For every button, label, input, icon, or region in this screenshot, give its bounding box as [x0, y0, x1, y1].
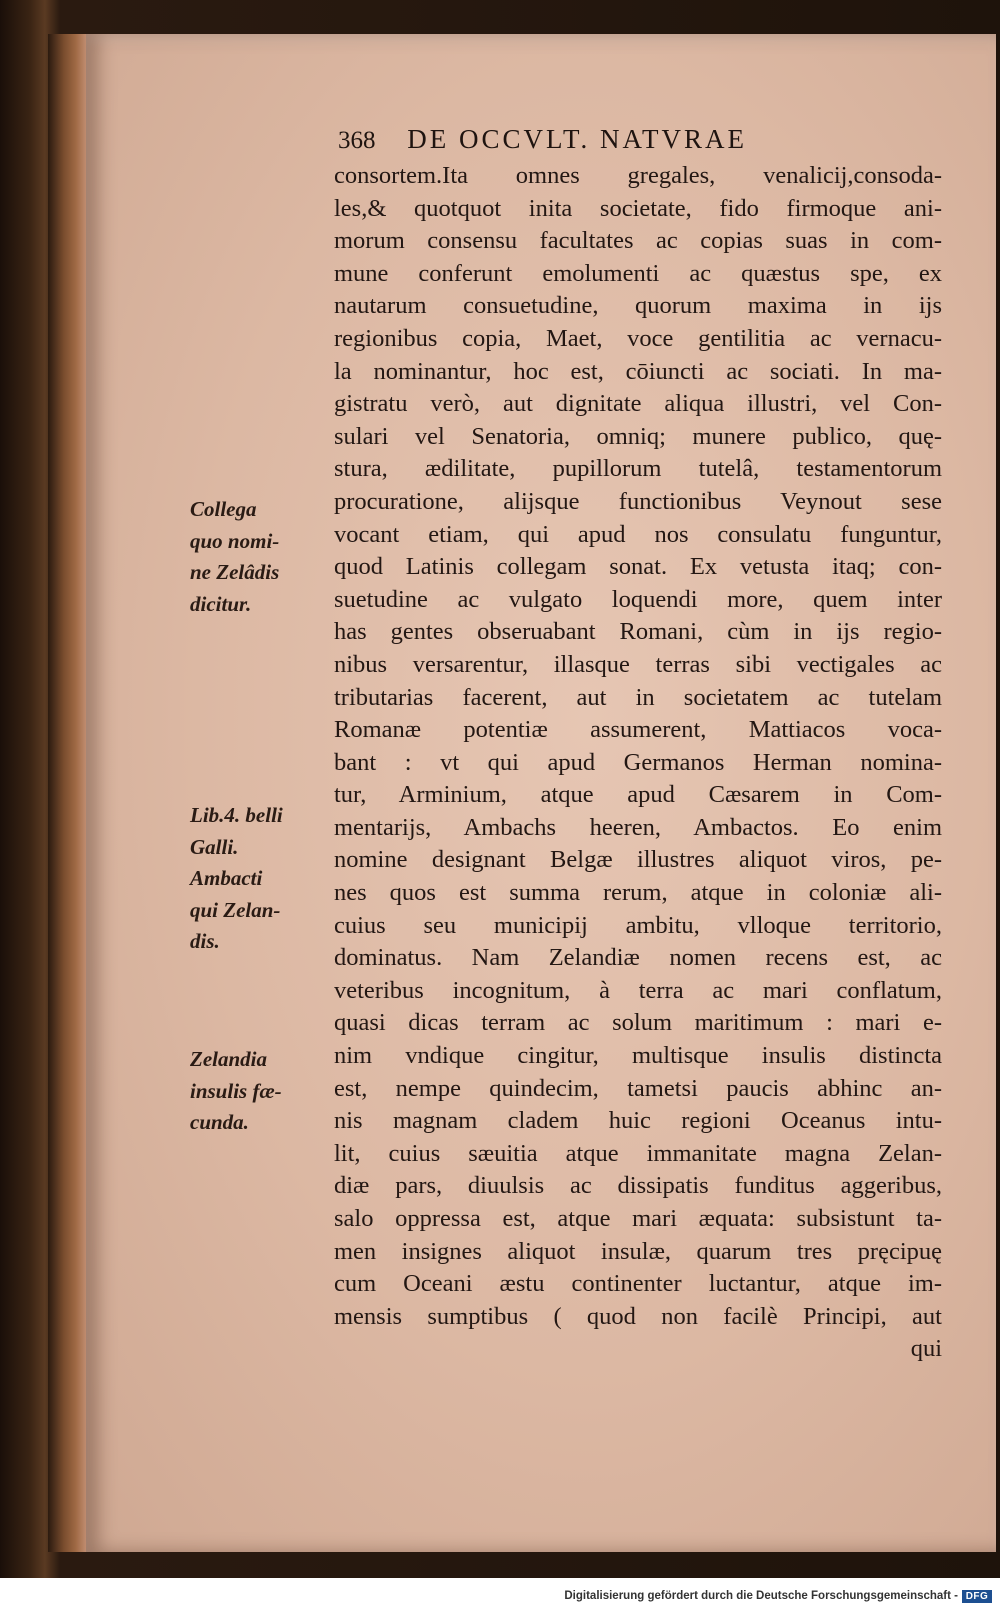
text-line: tur, Arminium, atque apud Cæsarem in Com-: [334, 781, 942, 809]
text-line: men insignes aliquot insulæ, quarum tres pręcipuę: [334, 1237, 942, 1265]
text-line: vocant etiam, qui apud nos consulatu funguntur,: [334, 520, 942, 548]
text-line: diæ pars, diuulsis ac dissipatis funditus aggeribus,: [334, 1172, 942, 1200]
text-line: les,& quotquot inita societate, fido firmoque ani-: [334, 194, 942, 222]
margin-note-line: qui Zelan-: [190, 897, 281, 922]
text-line: veteribus incognitum, à terra ac mari conflatum,: [334, 976, 942, 1004]
margin-note-line: dis.: [190, 929, 220, 953]
margin-note-line: Lib.4. belli: [190, 803, 283, 827]
margin-note-line: Zelandia: [190, 1047, 267, 1071]
text-line: mentarijs, Ambachs heeren, Ambactos. Eo enim: [334, 813, 942, 841]
text-line: mune conferunt emolumenti ac quæstus spe, ex: [334, 259, 942, 287]
margin-note-ambacti: [190, 800, 322, 958]
text-line: qui: [910, 1335, 942, 1363]
margin-note-line: Ambacti: [190, 866, 263, 890]
text-line: mensis sumptibus ( quod non facilè Principi, aut: [334, 1302, 942, 1330]
text-line: quasi dicas terram ac solum maritimum : mari e-: [334, 1009, 942, 1037]
footer-credit: Digitalisierung gefördert durch die Deutsche Forschungsgemeinschaft -: [564, 1590, 958, 1602]
text-line: stura, ædilitate, pupillorum tutelâ, testamentorum: [334, 455, 942, 483]
running-head: [338, 124, 898, 158]
text-line: tributarias facerent, aut in societatem ac tutelam: [334, 683, 942, 711]
margin-note-zelandia: [190, 1044, 322, 1139]
text-line: sulari vel Senatoria, omniq; munere publico, quę-: [334, 422, 942, 450]
text-line: quod Latinis collegam sonat. Ex vetusta itaq; con-: [334, 553, 942, 581]
text-line: procuratione, alijsque functionibus Veynout sese: [334, 487, 942, 515]
text-line: cuius seu municipij ambitu, vlloque territorio,: [334, 911, 942, 939]
margin-note-line: quo nomi-: [190, 528, 280, 553]
margin-note-line: cunda.: [190, 1110, 249, 1134]
text-line: suetudine ac vulgato loquendi more, quem inter: [334, 585, 942, 613]
text-line: bant : vt qui apud Germanos Herman nomina-: [334, 748, 942, 776]
text-line: nis magnam cladem huic regioni Oceanus intu-: [334, 1107, 942, 1135]
text-line: nautarum consuetudine, quorum maxima in ijs: [334, 292, 942, 320]
margin-note-line: Collega: [190, 497, 257, 521]
text-line: la nominantur, hoc est, cōiuncti ac sociati. In ma-: [334, 357, 942, 385]
text-line: consortem.Ita omnes gregales, venalicij,consoda-: [334, 162, 942, 189]
margin-note-collega: [190, 494, 322, 620]
margin-note-line: ne Zelâdis: [190, 560, 280, 584]
margin-note-line: insulis fæ-: [190, 1078, 282, 1103]
text-line: nomine designant Belgæ illustres aliquot viros, pe-: [334, 846, 942, 874]
page-gutter-edge: [48, 34, 88, 1552]
text-line: nim vndique cingitur, multisque insulis distincta: [334, 1042, 942, 1070]
text-line: nibus versarentur, illasque terras sibi vectigales ac: [334, 650, 942, 678]
text-line: gistratu verò, aut dignitate aliqua illustri, vel Con-: [334, 390, 942, 418]
text-line: morum consensu facultates ac copias suas in com-: [334, 227, 942, 255]
text-line: salo oppressa est, atque mari æquata: subsistunt ta-: [334, 1205, 942, 1232]
text-line: regionibus copia, Maet, voce gentilitia ac vernacu-: [334, 324, 942, 352]
text-line: Romanæ potentiæ assumerent, Mattiacos voca-: [334, 716, 942, 744]
text-line: has gentes obseruabant Romani, cùm in ijs regio-: [334, 618, 942, 646]
text-line: dominatus. Nam Zelandiæ nomen recens est, ac: [334, 944, 942, 972]
text-line: est, nempe quindecim, tametsi paucis abhinc an-: [334, 1074, 942, 1102]
margin-note-line: dicitur.: [190, 591, 252, 616]
text-line: lit, cuius sæuitia atque immanitate magna Zelan-: [334, 1139, 942, 1167]
running-head-title: DE OCCVLT. NATVRAE: [407, 124, 748, 154]
page-number: 368: [338, 127, 376, 154]
text-line: nes quos est summa rerum, atque in coloniæ ali-: [334, 879, 942, 907]
body-text: [334, 160, 942, 1366]
dfg-logo: DFG: [962, 1590, 992, 1603]
margin-note-line: Galli.: [190, 834, 239, 859]
text-line: cum Oceani æstu continenter luctantur, atque im-: [334, 1270, 942, 1298]
